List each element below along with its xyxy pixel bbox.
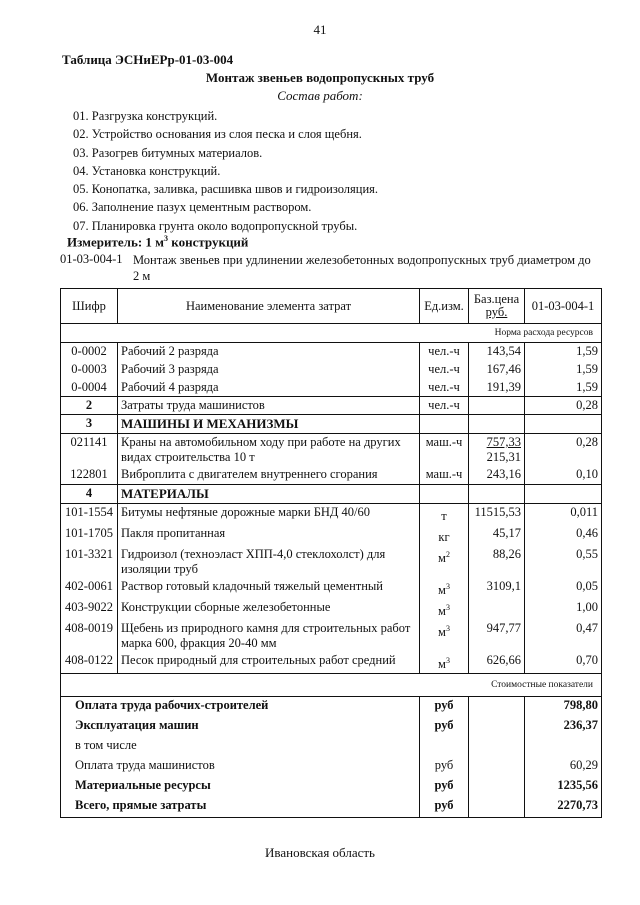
header-row [61, 289, 602, 324]
section-row [61, 484, 602, 503]
total-name: Оплата труда рабочих-строителей [61, 697, 420, 718]
measure-suffix: конструкций [168, 234, 249, 250]
row-unit [420, 578, 469, 599]
row-value: 0,70 [525, 652, 602, 674]
row-value: 1,59 [525, 343, 602, 361]
row-code: 0-0004 [61, 379, 118, 397]
row-price: 11515,53 [469, 503, 525, 525]
total-value: 60,29 [525, 757, 602, 777]
total-row [61, 717, 602, 737]
table-row [61, 397, 602, 415]
row-name: Рабочий 3 разряда [118, 361, 420, 379]
header-price-line2: руб. [485, 305, 508, 319]
row-unit-text: м [438, 657, 446, 672]
table-row [61, 379, 602, 397]
table-row [61, 343, 602, 361]
work-item: 05. Конопатка, заливка, расшивка швов и гидроизоляция. [73, 182, 379, 197]
row-price: 626,66 [469, 652, 525, 674]
row-price: 88,26 [469, 546, 525, 578]
section-code: 3 [61, 415, 118, 434]
work-item: 07. Планировка грунта около водопропускной трубы. [73, 218, 358, 233]
row-value: 0,28 [525, 434, 602, 467]
total-name: Оплата труда машинистов [61, 757, 420, 777]
item-description: Монтаж звеньев при удлинении железобетонных водопропускных труб диаметром до 2 м [133, 253, 591, 283]
row-value: 0,05 [525, 578, 602, 599]
total-value: 2270,73 [525, 797, 602, 818]
row-unit-text: т [441, 508, 447, 523]
row-price-secondary: 215,31 [486, 450, 521, 464]
row-unit [420, 652, 469, 674]
work-item: 04. Установка конструкций. [73, 163, 221, 178]
row-code: 408-0122 [61, 652, 118, 674]
row-value: 0,55 [525, 546, 602, 578]
row-code: 408-0019 [61, 620, 118, 652]
table-row [61, 546, 602, 578]
row-name: Битумы нефтяные дорожные марки БНД 40/60 [118, 503, 420, 525]
row-value: 1,59 [525, 379, 602, 397]
row-code: 402-0061 [61, 578, 118, 599]
header-unit: Ед.изм. [420, 289, 469, 324]
row-name: Раствор готовый кладочный тяжелый цементный [118, 578, 420, 599]
section-row [61, 415, 602, 434]
table-row [61, 503, 602, 525]
measure-label: Измеритель: 1 м [67, 234, 165, 250]
row-value: 0,011 [525, 503, 602, 525]
row-unit-sup: 3 [445, 602, 450, 612]
row-unit: чел.-ч [420, 361, 469, 379]
total-unit: руб [420, 777, 469, 797]
row-name: Затраты труда машинистов [118, 397, 420, 415]
table-row [61, 620, 602, 652]
table-row [61, 652, 602, 674]
row-unit [420, 599, 469, 620]
header-price [469, 289, 525, 324]
measure-sup: 3 [164, 234, 169, 243]
header-price-line1: Баз.цена [473, 292, 520, 306]
row-value: 0,28 [525, 397, 602, 415]
row-price: 947,77 [469, 620, 525, 652]
row-code: 101-3321 [61, 546, 118, 578]
row-price-main: 757,33 [486, 435, 521, 449]
total-row [61, 757, 602, 777]
work-item: 03. Разогрев битумных материалов. [73, 145, 263, 160]
total-row [61, 737, 602, 757]
row-unit-sup: 3 [445, 656, 450, 666]
row-name: Виброплита с двигателем внутреннего сгорания [118, 466, 420, 484]
total-value [525, 737, 602, 757]
section-name: МАТЕРИАЛЫ [118, 484, 420, 503]
item-code: 01-03-004-1 [60, 252, 123, 266]
row-unit [420, 525, 469, 546]
row-unit: маш.-ч [420, 466, 469, 484]
total-name: Материальные ресурсы [61, 777, 420, 797]
row-value: 0,46 [525, 525, 602, 546]
row-unit: чел.-ч [420, 343, 469, 361]
row-name: Рабочий 4 разряда [118, 379, 420, 397]
row-price: 191,39 [469, 379, 525, 397]
table-row [61, 599, 602, 620]
row-unit: чел.-ч [420, 379, 469, 397]
row-unit-text: м [438, 604, 446, 619]
row-price [469, 397, 525, 415]
total-name: Всего, прямые затраты [61, 797, 420, 818]
row-unit-text: м [438, 582, 446, 597]
row-price: 243,16 [469, 466, 525, 484]
row-name: Щебень из природного камня для строительных работ марка 600, фракция 20-40 мм [118, 620, 420, 652]
work-item: 06. Заполнение пазух цементным раствором. [73, 200, 312, 215]
row-name: Краны на автомобильном ходу при работе на других видах строительства 10 т [118, 434, 420, 467]
row-name: Песок природный для строительных работ средний [118, 652, 420, 674]
row-price: 143,54 [469, 343, 525, 361]
total-unit [420, 737, 469, 757]
row-value: 1,59 [525, 361, 602, 379]
total-value: 236,37 [525, 717, 602, 737]
total-unit: руб [420, 697, 469, 718]
row-code: 403-9022 [61, 599, 118, 620]
row-code: 122801 [61, 466, 118, 484]
total-row [61, 797, 602, 818]
row-unit: чел.-ч [420, 397, 469, 415]
work-item: 02. Устройство основания из слоя песка и слоя щебня. [73, 127, 362, 142]
composition-heading: Состав работ: [277, 88, 363, 103]
total-unit: руб [420, 797, 469, 818]
row-unit-text: м [438, 625, 446, 640]
resource-table [60, 288, 602, 818]
row-price: 45,17 [469, 525, 525, 546]
table-row [61, 466, 602, 484]
row-name: Рабочий 2 разряда [118, 343, 420, 361]
work-item: 01. Разгрузка конструкций. [73, 109, 218, 123]
row-code: 101-1705 [61, 525, 118, 546]
row-unit-text: кг [438, 529, 450, 544]
row-code: 2 [61, 397, 118, 415]
table-row [61, 525, 602, 546]
page-number: 41 [313, 22, 327, 37]
norm-note: Норма расхода ресурсов [61, 324, 602, 343]
cost-note-row [61, 674, 602, 697]
table-subtitle: Монтаж звеньев водопропускных труб [205, 70, 435, 85]
row-name: Гидроизол (техноэласт ХПП-4,0 стеклохолст) для изоляции труб [118, 546, 420, 578]
total-name: в том числе [61, 737, 420, 757]
total-value: 1235,56 [525, 777, 602, 797]
row-unit-sup: 2 [445, 549, 450, 559]
total-row [61, 697, 602, 718]
works-list [73, 107, 378, 235]
row-price: 3109,1 [469, 578, 525, 599]
total-value: 798,80 [525, 697, 602, 718]
row-name: Конструкции сборные железобетонные [118, 599, 420, 620]
table-row [61, 578, 602, 599]
section-code: 4 [61, 484, 118, 503]
row-value: 0,10 [525, 466, 602, 484]
row-unit-text: м [438, 550, 446, 565]
total-unit: руб [420, 757, 469, 777]
norm-note-row [61, 324, 602, 343]
row-unit-sup: 3 [445, 624, 450, 634]
row-unit: маш.-ч [420, 434, 469, 467]
table-row [61, 434, 602, 467]
cost-note: Стоимостные показатели [61, 674, 602, 697]
footer-region: Ивановская область [265, 845, 375, 860]
row-code: 021141 [61, 434, 118, 467]
table-title: Таблица ЭСНиЕРр-01-03-004 [62, 52, 234, 67]
row-price [469, 599, 525, 620]
row-unit [420, 503, 469, 525]
header-value: 01-03-004-1 [525, 289, 602, 324]
row-unit-sup: 3 [445, 581, 450, 591]
row-price: 167,46 [469, 361, 525, 379]
section-name: МАШИНЫ И МЕХАНИЗМЫ [118, 415, 420, 434]
total-name: Эксплуатация машин [61, 717, 420, 737]
row-unit [420, 620, 469, 652]
total-unit: руб [420, 717, 469, 737]
row-value: 1,00 [525, 599, 602, 620]
measure-line [67, 234, 248, 250]
total-row [61, 777, 602, 797]
row-price [469, 434, 525, 467]
header-name: Наименование элемента затрат [118, 289, 420, 324]
row-code: 101-1554 [61, 503, 118, 525]
row-code: 0-0003 [61, 361, 118, 379]
table-row [61, 361, 602, 379]
row-name: Пакля пропитанная [118, 525, 420, 546]
row-unit [420, 546, 469, 578]
row-value: 0,47 [525, 620, 602, 652]
row-code: 0-0002 [61, 343, 118, 361]
header-code: Шифр [61, 289, 118, 324]
